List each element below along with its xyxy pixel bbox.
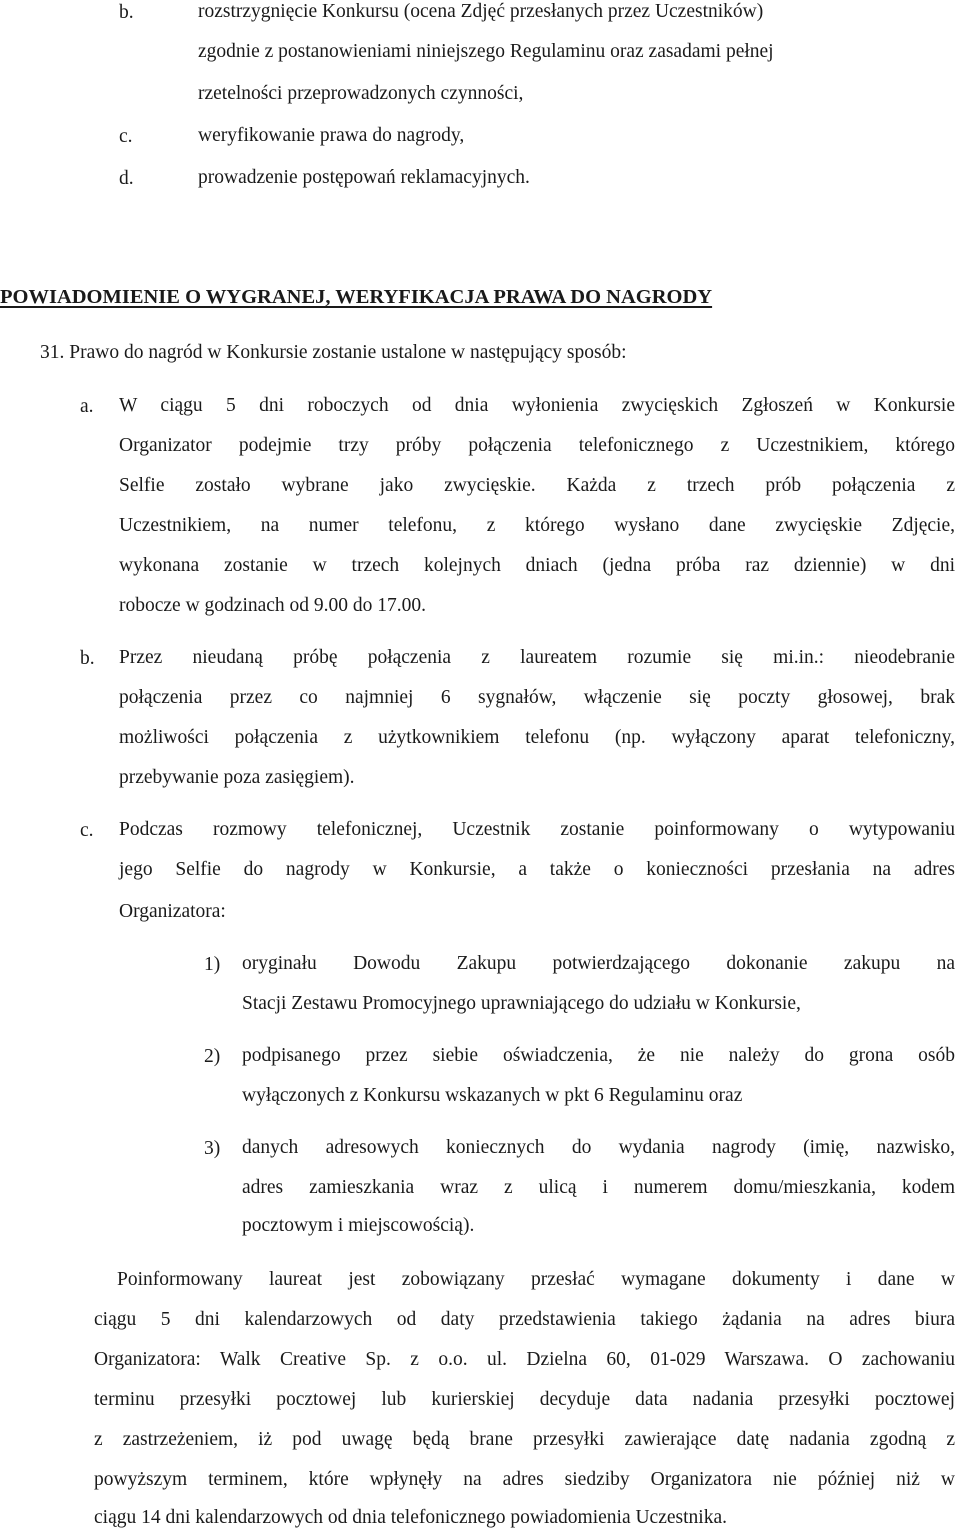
sub-list-marker: 2) xyxy=(204,1046,221,1067)
list-item-line: rozstrzygnięcie Konkursu (ocena Zdjęć przesłanych przez Uczestników) xyxy=(198,1,764,22)
section-paragraph xyxy=(40,342,627,364)
paragraph-line: Poinformowany laureat jest zobowiązany przesłać wymagane dokumenty i dane w xyxy=(117,1269,955,1290)
item-line: Uczestnikiem, na numer telefonu, z którego wysłano dane zwycięskie Zdjęcie, xyxy=(119,515,955,536)
item-line: przebywanie poza zasięgiem). xyxy=(119,767,355,788)
section-text: Prawo do nagród w Konkursie zostanie ustalone w następujący sposób: xyxy=(69,342,627,363)
list-marker: b. xyxy=(119,2,134,23)
section-heading: POWIADOMIENIE O WYGRANEJ, WERYFIKACJA PRAWA DO NAGRODY xyxy=(0,286,713,308)
sub-list-line: wyłączonych z Konkursu wskazanych w pkt 6 Regulaminu oraz xyxy=(242,1085,743,1106)
item-line: Przez nieudaną próbę połączenia z laureatem rozumie się mi.in.: nieodebranie xyxy=(119,647,955,668)
paragraph-line: Organizatora: Walk Creative Sp. z o.o. ul. Dzielna 60, 01-029 Warszawa. O zachowaniu xyxy=(94,1349,955,1370)
sub-list-line: Stacji Zestawu Promocyjnego uprawniającego do udziału w Konkursie, xyxy=(242,993,801,1014)
sub-list-line: danych adresowych koniecznych do wydania nagrody (imię, nazwisko, xyxy=(242,1137,955,1158)
sub-list-line: podpisanego przez siebie oświadczenia, że nie należy do grona osób xyxy=(242,1045,955,1066)
list-marker: a. xyxy=(80,396,94,417)
paragraph-line: z zastrzeżeniem, iż pod uwagę będą brane przesyłki zawierające datę nadania zgodną z xyxy=(94,1429,955,1450)
sub-list-marker: 3) xyxy=(204,1138,221,1159)
sub-list-line: oryginału Dowodu Zakupu potwierdzającego dokonanie zakupu na xyxy=(242,953,955,974)
item-line: Organizatora: xyxy=(119,901,226,922)
item-line: Podczas rozmowy telefonicznej, Uczestnik zostanie poinformowany o wytypowaniu xyxy=(119,819,955,840)
item-line: Selfie zostało wybrane jako zwycięskie. Każda z trzech prób połączenia z xyxy=(119,475,955,496)
list-marker: b. xyxy=(80,648,95,669)
paragraph-line: ciągu 14 dni kalendarzowych od dnia telefonicznego powiadomienia Uczestnika. xyxy=(94,1507,727,1528)
list-item-line: rzetelności przeprowadzonych czynności, xyxy=(198,83,524,104)
list-item-line: prowadzenie postępowań reklamacyjnych. xyxy=(198,167,530,188)
list-marker: c. xyxy=(80,820,94,841)
sub-list-marker: 1) xyxy=(204,954,221,975)
sub-list-line: adres zamieszkania wraz z ulicą i numerem domu/mieszkania, kodem xyxy=(242,1177,955,1198)
item-line: robocze w godzinach od 9.00 do 17.00. xyxy=(119,595,427,616)
list-item-line: weryfikowanie prawa do nagrody, xyxy=(198,125,465,146)
sub-list-line: pocztowym i miejscowością). xyxy=(242,1215,475,1236)
item-line: jego Selfie do nagrody w Konkursie, a także o konieczności przesłania na adres xyxy=(119,859,955,880)
paragraph-line: powyższym terminem, które wpłynęły na adres siedziby Organizatora nie później niż w xyxy=(94,1469,955,1490)
item-line: W ciągu 5 dni roboczych od dnia wyłonienia zwycięskich Zgłoszeń w Konkursie xyxy=(119,395,955,416)
paragraph-line: terminu przesyłki pocztowej lub kurierskiej decyduje data nadania przesyłki pocztowej xyxy=(94,1389,955,1410)
paragraph-line: ciągu 5 dni kalendarzowych od daty przedstawienia takiego żądania na adres biura xyxy=(94,1309,955,1330)
list-marker: c. xyxy=(119,126,133,147)
item-line: Organizator podejmie trzy próby połączenia telefonicznego z Uczestnikiem, którego xyxy=(119,435,955,456)
section-number: 31. xyxy=(40,342,65,363)
list-item-line: zgodnie z postanowieniami niniejszego Regulaminu oraz zasadami pełnej xyxy=(198,41,774,62)
item-line: połączenia przez co najmniej 6 sygnałów, włączenie się poczty głosowej, brak xyxy=(119,687,955,708)
list-marker: d. xyxy=(119,168,134,189)
item-line: wykonana zostanie w trzech kolejnych dniach (jedna próba raz dziennie) w dni xyxy=(119,555,955,576)
item-line: możliwości połączenia z użytkownikiem telefonu (np. wyłączony aparat telefoniczny, xyxy=(119,727,955,748)
